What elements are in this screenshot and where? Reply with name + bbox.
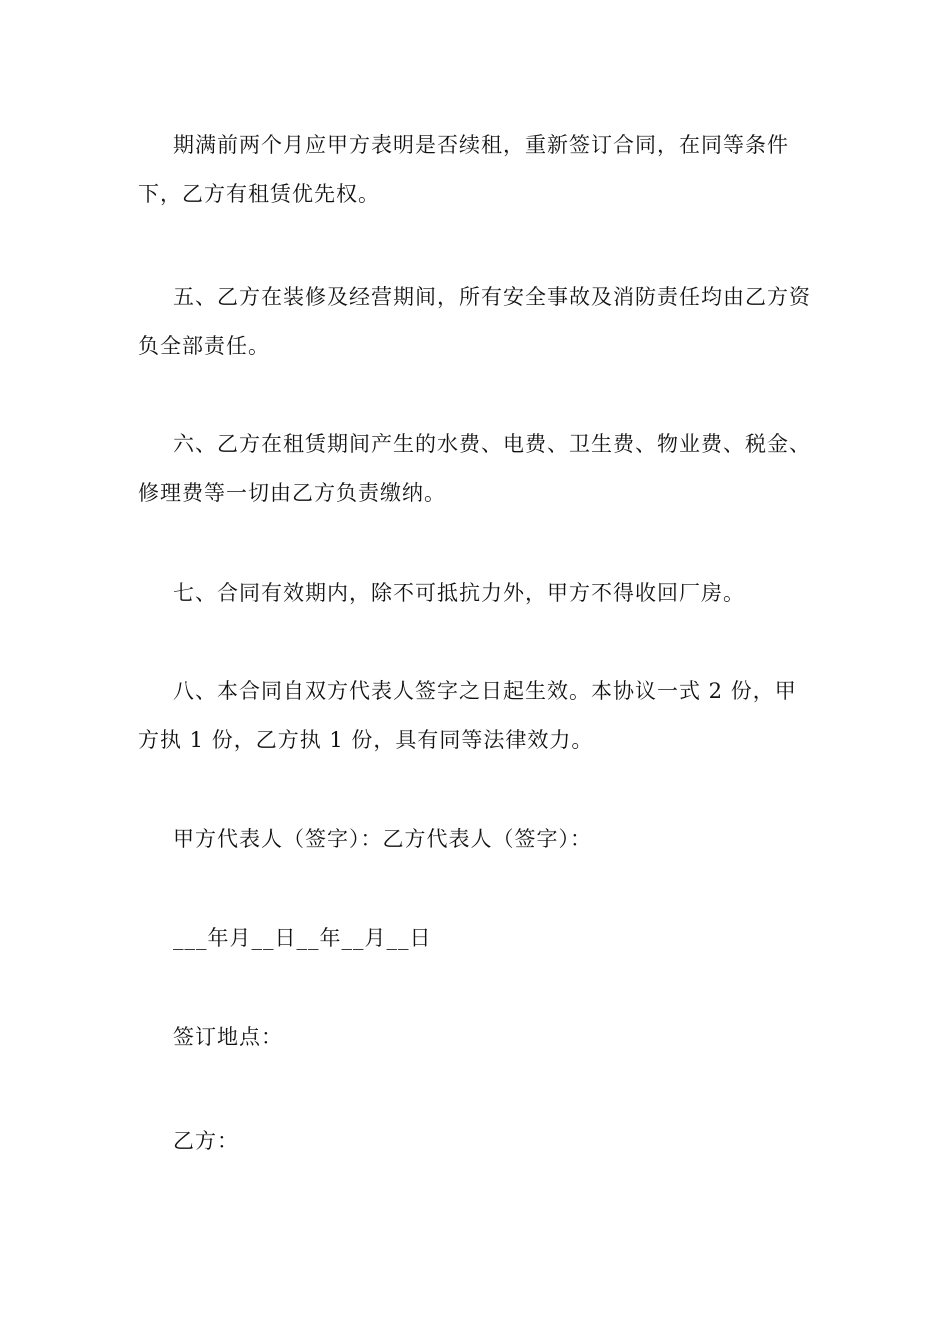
signature-line: 甲方代表人（签字）：乙方代表人（签字）： — [173, 827, 592, 851]
paragraph-clause-5: 五、乙方在装修及经营期间，所有安全事故及消防责任均由乙方资负全部责任。 — [138, 285, 811, 358]
paragraph-clause-6: 六、乙方在租赁期间产生的水费、电费、卫生费、物业费、税金、修理费等一切由乙方负责缴纳。 — [138, 432, 811, 505]
paragraph-clause-8: 八、本合同自双方代表人签字之日起生效。本协议一式 2 份，甲方执 1 份，乙方执 1 份，具有同等法律效力。 — [138, 679, 797, 752]
paragraph-clause-7: 七、合同有效期内，除不可抵抗力外，甲方不得收回厂房。 — [173, 581, 745, 605]
party-b-label: 乙方： — [173, 1129, 239, 1153]
date-line: ___年月__日__年__月__日 — [173, 926, 432, 950]
paragraph-renewal: 期满前两个月应甲方表明是否续租，重新签订合同，在同等条件下，乙方有租赁优先权。 — [138, 133, 789, 206]
signing-place-label: 签订地点： — [173, 1025, 283, 1049]
